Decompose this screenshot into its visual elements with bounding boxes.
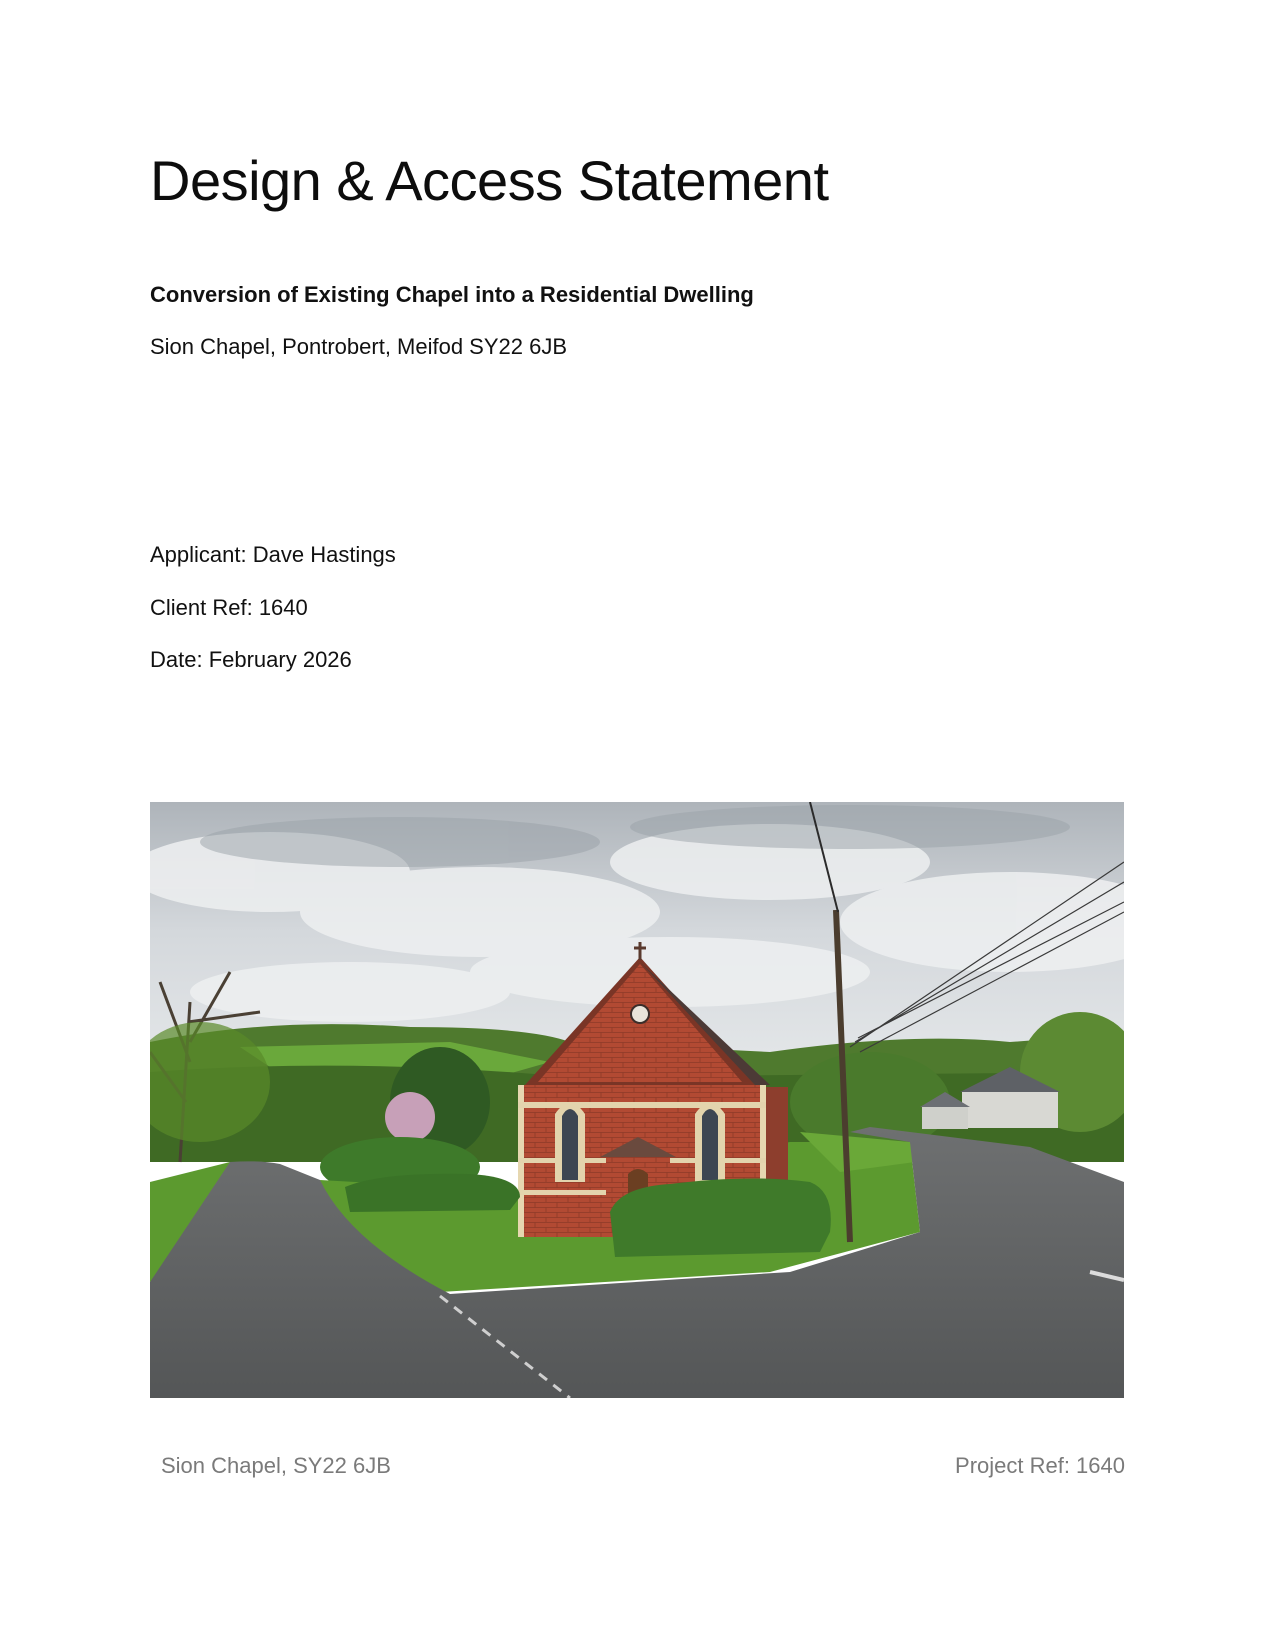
client-ref-line: Client Ref: 1640	[150, 595, 308, 620]
site-address: Sion Chapel, Pontrobert, Meifod SY22 6JB	[150, 334, 568, 359]
chapel-photo	[150, 802, 1124, 1398]
applicant-line: Applicant: Dave Hastings	[150, 542, 396, 567]
document-title: Design & Access Statement	[150, 149, 829, 212]
date-line: Date: February 2026	[150, 647, 352, 672]
footer-site-label: Sion Chapel, SY22 6JB	[161, 1453, 391, 1478]
document-subtitle: Conversion of Existing Chapel into a Residential Dwelling	[150, 282, 754, 307]
footer-project-ref: Project Ref: 1640	[955, 1453, 1125, 1478]
